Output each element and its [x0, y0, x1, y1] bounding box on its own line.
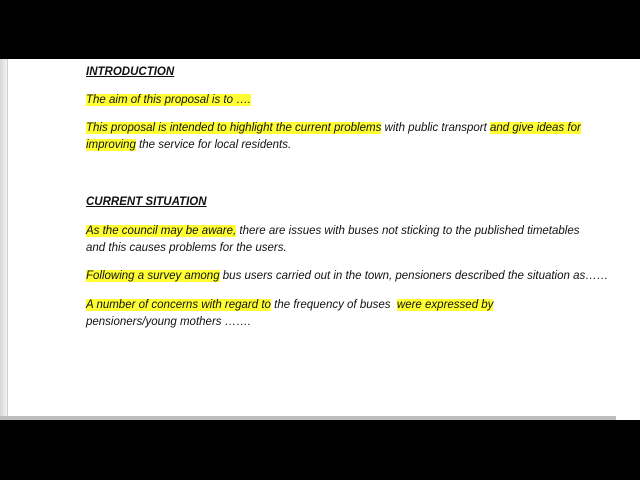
- paragraph-proposal: [86, 120, 596, 154]
- document-viewport[interactable]: [0, 59, 640, 420]
- horizontal-scrollbar[interactable]: [0, 416, 616, 420]
- body-text: there are issues with buses not sticking to the published timetables and this causes problems for the users.: [86, 225, 580, 254]
- heading-introduction: INTRODUCTION: [86, 66, 175, 78]
- heading-current-situation: CURRENT SITUATION: [86, 196, 207, 208]
- highlighted-text: were expressed by: [396, 299, 494, 311]
- highlighted-text: Following a survey among: [86, 270, 220, 282]
- highlighted-text: The aim of this proposal is to ….: [86, 94, 251, 106]
- body-text: pensioners/young mothers …….: [86, 316, 251, 328]
- paragraph-survey: [86, 268, 609, 285]
- left-ruler-gutter: [0, 59, 8, 420]
- highlighted-text: and give ideas for improving: [86, 122, 581, 151]
- highlighted-text: A number of concerns with regard to: [86, 299, 271, 311]
- body-text: bus users carried out in the town, pensioners described the situation as……: [219, 270, 609, 282]
- right-margin: [616, 59, 640, 420]
- paragraph-aim: [86, 92, 251, 109]
- body-text: the frequency of buses: [270, 299, 397, 311]
- highlighted-text: This proposal is intended to highlight the current problems: [86, 122, 382, 134]
- body-text: with public transport: [381, 122, 491, 134]
- body-text: the service for local residents.: [135, 139, 292, 151]
- paragraph-council: [86, 223, 596, 257]
- highlighted-text: As the council may be aware,: [86, 225, 237, 237]
- paragraph-concerns: [86, 297, 586, 331]
